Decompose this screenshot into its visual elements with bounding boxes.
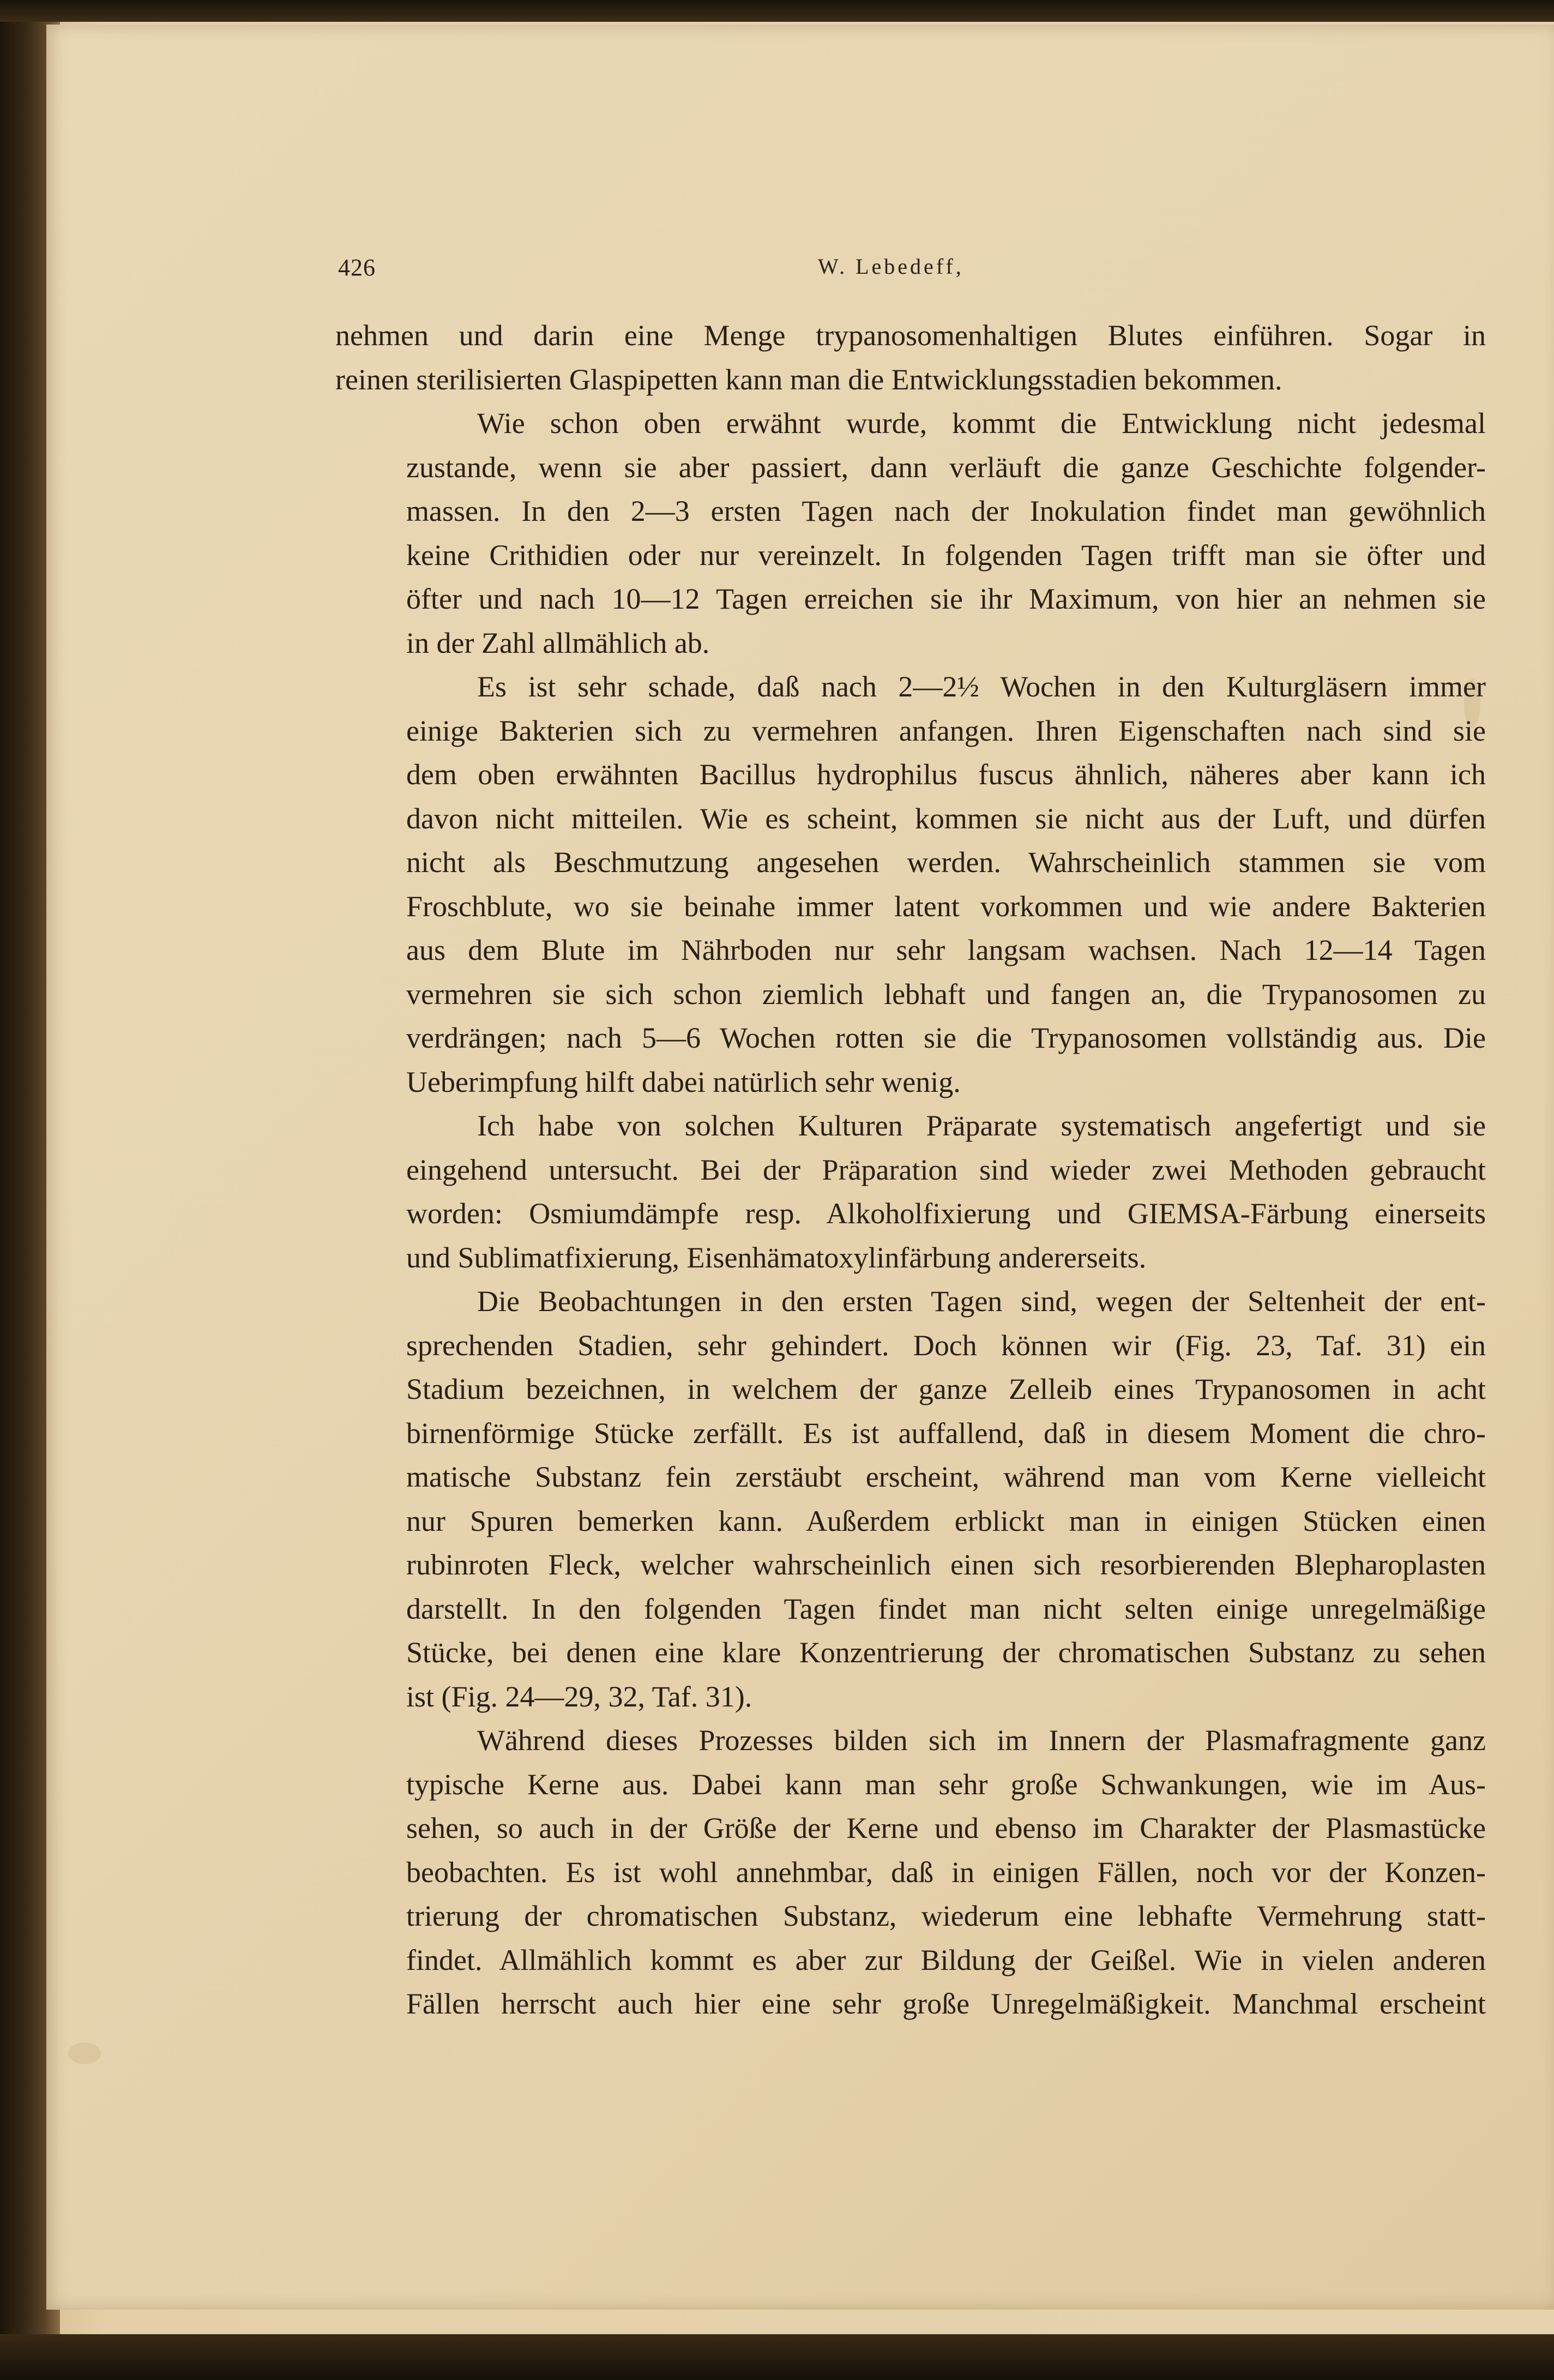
running-title: W. Lebedeff, — [818, 254, 964, 279]
text-line: verdrängen; nach 5—6 Wochen rotten sie die Trypanosomen vollständig aus. Die — [406, 1021, 1486, 1054]
text-line: nehmen und darin eine Menge trypanosomenhaltigen Blutes einführen. Sogar in — [335, 319, 1486, 352]
text-line: Während dieses Prozesses bilden sich im Innern der Plasmafragmente ganz — [477, 1724, 1486, 1757]
text-line: Ueberimpfung hilft dabei natürlich sehr wenig. — [406, 1065, 961, 1098]
text-line: in der Zahl allmählich ab. — [406, 626, 710, 659]
text-line: trierung der chromatischen Substanz, wiederum eine lebhafte Vermehrung statt- — [406, 1900, 1486, 1932]
text-line: Die Beobachtungen in den ersten Tagen sind, wegen der Seltenheit der ent- — [477, 1285, 1486, 1318]
paragraph — [335, 401, 1486, 665]
text-line: und Sublimatfixierung, Eisenhämatoxylinfärbung andererseits. — [406, 1241, 1147, 1274]
text-line: Froschblute, wo sie beinahe immer latent vorkommen und wie andere Bakterien — [406, 890, 1486, 923]
page-number: 426 — [338, 254, 376, 281]
body-text — [335, 314, 1486, 2026]
text-line: davon nicht mitteilen. Wie es scheint, kommen sie nicht aus der Luft, und dürfen — [406, 802, 1486, 835]
text-line: findet. Allmählich kommt es aber zur Bildung der Geißel. Wie in vielen anderen — [406, 1943, 1486, 1976]
text-line: ist (Fig. 24—29, 32, Taf. 31). — [406, 1680, 752, 1713]
text-line: dem oben erwähnten Bacillus hydrophilus fuscus ähnlich, näheres aber kann ich — [406, 758, 1486, 791]
paper-stain — [68, 2042, 101, 2064]
top-shadow-edge — [0, 0, 1554, 22]
text-line: Ich habe von solchen Kulturen Präparate systematisch angefertigt und sie — [477, 1109, 1486, 1142]
paragraph — [335, 1718, 1486, 2026]
text-line: matische Substanz fein zerstäubt erscheint, während man vom Kerne vielleicht — [406, 1461, 1486, 1493]
text-line: zustande, wenn sie aber passiert, dann verläuft die ganze Geschichte folgender- — [406, 450, 1486, 484]
text-line: sehen, so auch in der Größe der Kerne und ebenso im Charakter der Plasmastücke — [406, 1812, 1486, 1844]
text-line: Es ist sehr schade, daß nach 2—2½ Wochen in den Kulturgläsern immer — [477, 670, 1486, 703]
text-line: einige Bakterien sich zu vermehren anfangen. Ihren Eigenschaften nach sind sie — [406, 714, 1486, 747]
text-line: sprechenden Stadien, sehr gehindert. Doch können wir (Fig. 23, Taf. 31) ein — [406, 1329, 1486, 1362]
text-line: worden: Osmiumdämpfe resp. Alkoholfixierung und GIEMSA-Färbung einerseits — [406, 1197, 1486, 1230]
text-line: massen. In den 2—3 ersten Tagen nach der Inokulation findet man gewöhnlich — [406, 495, 1486, 527]
text-line: rubinroten Fleck, welcher wahrscheinlich einen sich resorbierenden Blepharoplasten — [406, 1548, 1486, 1581]
text-line: nicht als Beschmutzung angesehen werden. Wahrscheinlich stammen sie vom — [406, 846, 1486, 879]
paragraph — [335, 1279, 1486, 1718]
paragraph — [335, 665, 1486, 1104]
text-line: Stadium bezeichnen, in welchem der ganze Zelleib eines Trypanosomen in acht — [406, 1373, 1486, 1405]
text-line: darstellt. In den folgenden Tagen findet man nicht selten einige unregelmäßige — [406, 1592, 1486, 1625]
text-line: typische Kerne aus. Dabei kann man sehr große Schwankungen, wie im Aus- — [406, 1768, 1486, 1801]
text-line: vermehren sie sich schon ziemlich lebhaft und fangen an, die Trypanosomen zu — [406, 977, 1486, 1011]
text-line: Wie schon oben erwähnt wurde, kommt die Entwicklung nicht jedesmal — [477, 407, 1486, 440]
text-line: öfter und nach 10—12 Tagen erreichen sie ihr Maximum, von hier an nehmen sie — [406, 582, 1486, 615]
paragraph — [335, 1104, 1486, 1279]
text-line: reinen sterilisierten Glaspipetten kann man die Entwicklungsstadien bekommen. — [335, 363, 1282, 396]
text-line: beobachten. Es ist wohl annehmbar, daß in einigen Fällen, noch vor der Konzen- — [406, 1855, 1486, 1889]
text-line: aus dem Blute im Nährboden nur sehr langsam wachsen. Nach 12—14 Tagen — [406, 934, 1486, 966]
text-line: nur Spuren bemerken kann. Außerdem erblickt man in einigen Stücken einen — [406, 1504, 1486, 1537]
text-line: birnenförmige Stücke zerfällt. Es ist auffallend, daß in diesem Moment die chro- — [406, 1416, 1486, 1450]
bottom-shadow-edge — [0, 2334, 1554, 2380]
text-line: eingehend untersucht. Bei der Präparation sind wieder zwei Methoden gebraucht — [406, 1153, 1486, 1186]
text-line: keine Crithidien oder nur vereinzelt. In folgenden Tagen trifft man sie öfter und — [406, 538, 1486, 572]
text-line: Stücke, bei denen eine klare Konzentrierung der chromatischen Substanz zu sehen — [406, 1636, 1486, 1669]
text-line: Fällen herrscht auch hier eine sehr große Unregelmäßigkeit. Manchmal erscheint — [406, 1987, 1486, 2020]
paragraph — [335, 314, 1486, 401]
running-header — [338, 254, 1483, 297]
